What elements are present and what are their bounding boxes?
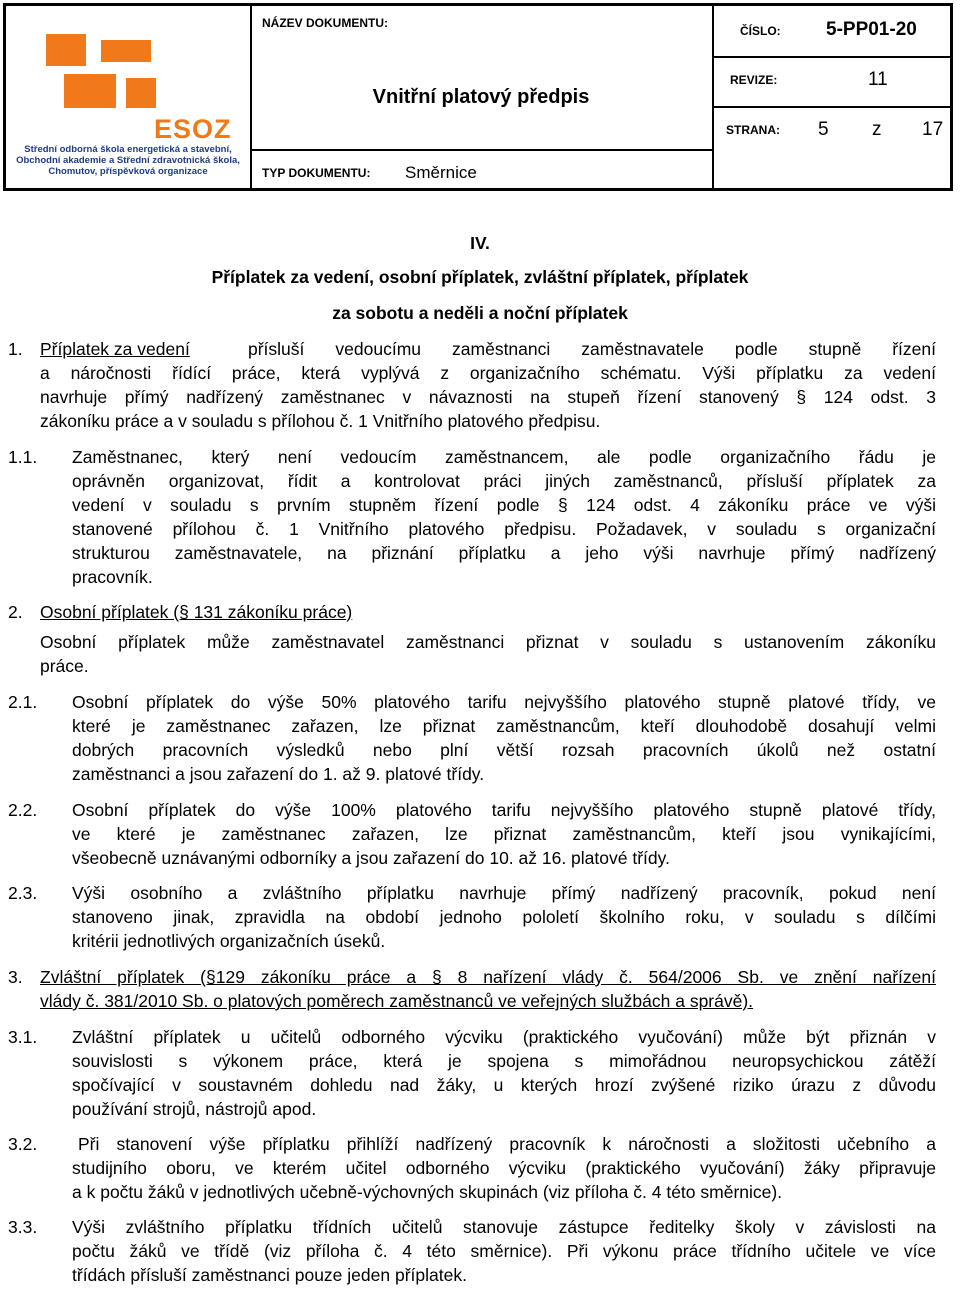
section-number: 2. xyxy=(8,602,23,622)
section-heading: Zvláštní příplatek (§129 zákoníku práce a § 8 nařízení vlády č. 564/2006 Sb. ve znění nařízení xyxy=(40,967,936,987)
paragraph-line: práce. xyxy=(40,656,89,676)
section-heading: Osobní příplatek (§ 131 zákoníku práce) xyxy=(40,602,353,622)
section-number: 2.2. xyxy=(8,800,38,820)
paragraph-line: spočívající v soustavném dohledu nad žáky, u kterých hrozí zvýšené riziko úrazu z důvodu xyxy=(72,1075,936,1095)
header-right xyxy=(712,6,950,188)
paragraph-line: stanoveno jinak, zpravidla na období jednoho pololetí školního roku, v souladu s dílčími xyxy=(72,907,936,927)
paragraph-line: Výši osobního a zvláštního příplatku navrhuje přímý nadřízený pracovník, pokud není xyxy=(72,883,936,903)
chapter-title: Příplatek za vedení, osobní příplatek, zvláštní příplatek, příplatek xyxy=(211,267,749,287)
logo-subtitle-line: Chomutov, příspěvková organizace xyxy=(48,166,208,177)
paragraph-line: Při stanovení výše příplatku přihlíží nadřízený pracovník k náročnosti a složitosti učebního a xyxy=(78,1134,936,1154)
paragraph-line: Zvláštní příplatek u učitelů odborného výcviku (praktického vyučování) může být přiznán v xyxy=(72,1027,936,1047)
section-number: 3.3. xyxy=(8,1217,38,1237)
paragraph-line: strukturou zaměstnavatele, na přiznání příplatku a jeho výši navrhuje přímý nadřízený xyxy=(72,543,936,563)
paragraph-line: všeobecně uznávanými odborníky a jsou zařazení do 10. až 16. platové třídy. xyxy=(72,848,670,868)
page-total: 17 xyxy=(922,119,944,140)
header-divider xyxy=(712,56,950,58)
paragraph-line: třídách přísluší zaměstnanci pouze jeden příplatek. xyxy=(72,1265,467,1285)
revision-value: 11 xyxy=(868,69,888,90)
paragraph-line: stanovené přílohou č. 1 Vnitřního platového předpisu. Požadavek, v souladu s organizační xyxy=(72,519,936,539)
logo-subtitle-line: Střední odborná škola energetická a stavební, xyxy=(24,144,232,155)
doc-type-value: Směrnice xyxy=(405,163,477,182)
revision-label: REVIZE: xyxy=(730,73,778,87)
section-number: 3. xyxy=(8,967,23,987)
number-label: ČÍSLO: xyxy=(740,24,781,38)
paragraph-line: zákoníku práce a v souladu s přílohou č. 1 Vnitřního platového předpisu. xyxy=(40,411,601,431)
doc-type-label: TYP DOKUMENTU: xyxy=(262,166,371,180)
paragraph-line: které je zaměstnanec zařazen, lze přiznat zaměstnancům, kteří dlouhodobě dosahují velmi xyxy=(72,716,936,736)
paragraph-line: oprávněn organizovat, řídit a kontrolovat práci jiných zaměstnanců, přísluší příplatek za xyxy=(72,471,936,491)
doc-title: Vnitřní platový předpis xyxy=(372,86,590,108)
header-divider xyxy=(250,149,712,151)
document-header xyxy=(3,3,953,191)
page-of: z xyxy=(872,119,882,140)
logo-subtitle xyxy=(6,144,250,177)
section-number: 1. xyxy=(8,339,23,359)
doc-name-label: NÁZEV DOKUMENTU: xyxy=(262,16,388,30)
section-heading: vlády č. 381/2010 Sb. o platových poměrech zaměstnanců ve veřejných službách a správě). xyxy=(40,991,754,1011)
paragraph-line: zaměstnanci a jsou zařazení do 1. až 9. platové třídy. xyxy=(72,764,485,784)
chapter-title: za sobotu a neděli a noční příplatek xyxy=(332,303,628,323)
paragraph-line: Zaměstnanec, který není vedoucím zaměstnancem, ale podle organizačního řádu je xyxy=(72,447,936,467)
paragraph-line: Osobní příplatek do výše 50% platového tarifu nejvyššího platového stupně platové třídy, ve xyxy=(72,692,936,712)
chapter-number: IV. xyxy=(470,233,490,253)
paragraph-line: pracovník. xyxy=(72,567,153,587)
paragraph-line: dobrých pracovních výsledků nebo plní větší rozsah pracovních úkolů než ostatní xyxy=(72,740,936,760)
paragraph-line: Osobní příplatek do výše 100% platového tarifu nejvyššího platového stupně platové třídy, xyxy=(72,800,936,820)
section-number: 3.2. xyxy=(8,1134,38,1154)
paragraph-line: vedení v souladu s prvním stupněm řízení podle § 124 odst. 4 zákoníku práce ve výši xyxy=(72,495,936,515)
page-label: STRANA: xyxy=(726,123,780,137)
page-current: 5 xyxy=(818,119,829,140)
paragraph-line: přísluší vedoucímu zaměstnanci zaměstnavatele podle stupně řízení xyxy=(248,339,936,359)
paragraph-line: Osobní příplatek může zaměstnavatel zaměstnanci přiznat v souladu s ustanovením zákoníku xyxy=(40,632,936,652)
school-logo xyxy=(6,6,252,188)
section-heading: Příplatek za vedení xyxy=(40,339,190,359)
paragraph-line: souvislosti s výkonem práce, která je spojena s mimořádnou neuropsychickou zátěží xyxy=(72,1051,936,1071)
paragraph-line: a náročnosti řídící práce, která vyplývá z organizačního schématu. Výši příplatku za vedení xyxy=(40,363,936,383)
paragraph-line: používání strojů, nástrojů apod. xyxy=(72,1099,317,1119)
esoz-logo-mark-icon xyxy=(46,34,156,114)
number-value: 5-PP01-20 xyxy=(826,19,917,40)
paragraph-line: ve které je zaměstnanec zařazen, lze přiznat zaměstnancům, kteří jsou vynikajícími, xyxy=(72,824,936,844)
logo-subtitle-line: Obchodní akademie a Střední zdravotnická škola, xyxy=(16,155,240,166)
section-number: 3.1. xyxy=(8,1027,38,1047)
header-divider xyxy=(712,106,950,108)
paragraph-line: Výši zvláštního příplatku třídních učitelů stanovuje zástupce ředitelky školy v závislosti na xyxy=(72,1217,936,1237)
section-number: 2.1. xyxy=(8,692,38,712)
paragraph-line: počtu žáků ve třídě (viz příloha č. 4 této směrnice). Při výkonu práce třídního učitele ve více xyxy=(72,1241,936,1261)
section-number: 1.1. xyxy=(8,447,38,467)
paragraph-line: studijního oboru, ve kterém učitel odborného výcviku (praktického vyučování) žáky připravuje xyxy=(72,1158,936,1178)
paragraph-line: kritérii jednotlivých organizačních úseků. xyxy=(72,931,386,951)
header-middle xyxy=(250,6,714,188)
section-number: 2.3. xyxy=(8,883,38,903)
logo-wordmark: ESOZ xyxy=(154,114,232,144)
paragraph-line: navrhuje přímý nadřízený zaměstnanec v návaznosti na stupeň řízení stanovený § 124 odst. 3 xyxy=(40,387,936,407)
paragraph-line: a k počtu žáků v jednotlivých učebně-výchovných skupinách (viz příloha č. 4 této směrnice). xyxy=(72,1182,783,1202)
